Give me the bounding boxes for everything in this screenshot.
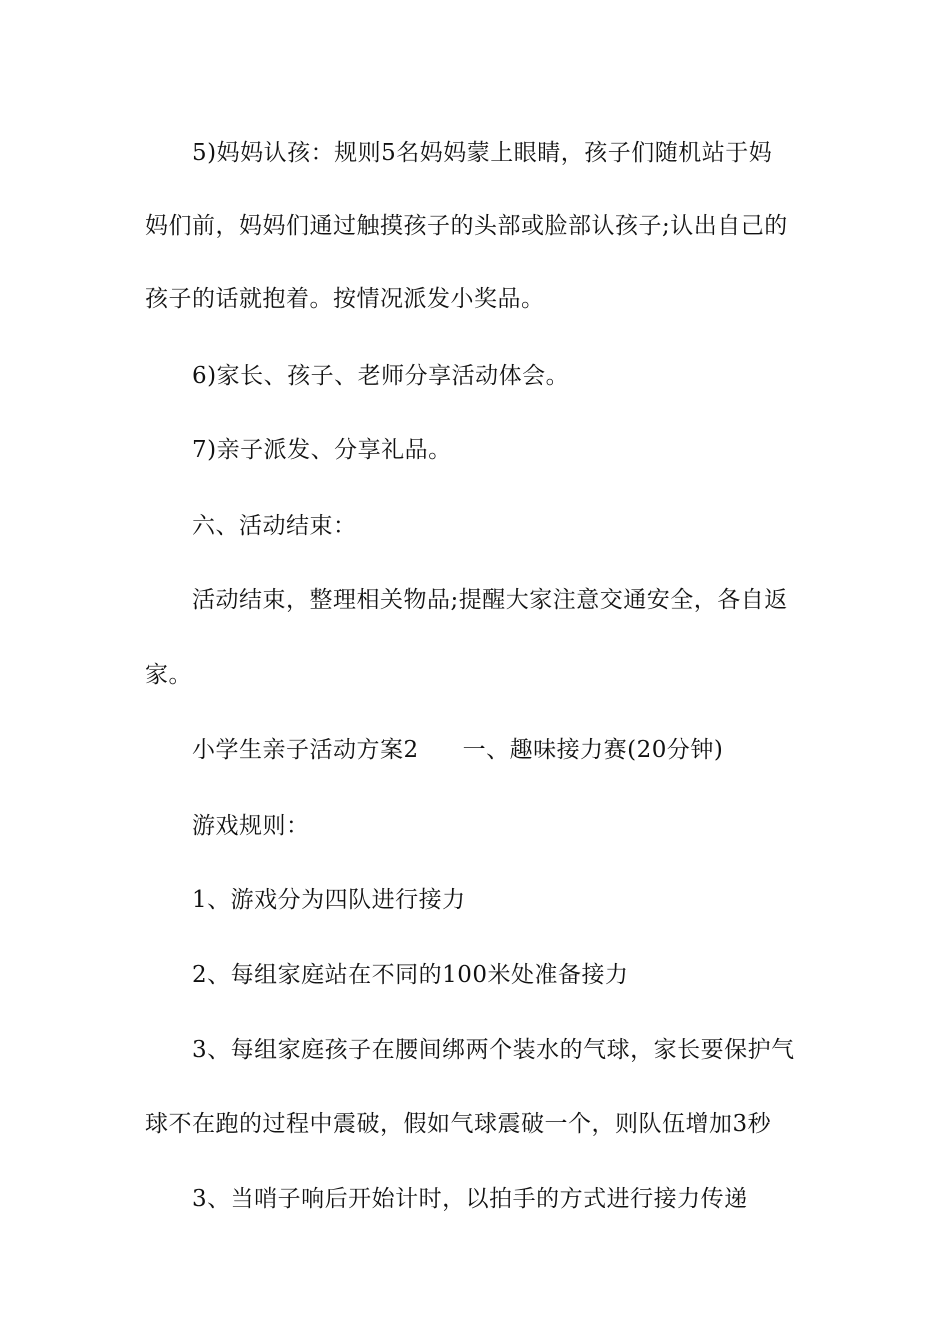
paragraph-line: 7)亲子派发、分享礼品。 xyxy=(192,437,452,463)
paragraph-line: 6)家长、孩子、老师分享活动体会。 xyxy=(192,363,570,389)
rule-item: 2、每组家庭站在不同的100米处准备接力 xyxy=(192,962,629,988)
paragraph-line: 球不在跑的过程中震破，假如气球震破一个，则队伍增加3秒 xyxy=(145,1111,772,1137)
paragraph-line: 妈们前，妈妈们通过触摸孩子的头部或脸部认孩子;认出自己的 xyxy=(145,213,788,239)
section-heading: 六、活动结束： xyxy=(192,513,357,539)
rule-item: 3、当哨子响后开始计时，以拍手的方式进行接力传递 xyxy=(192,1186,748,1212)
section-title: 一、趣味接力赛(20分钟) xyxy=(462,737,724,763)
paragraph-line: 5)妈妈认孩：规则5名妈妈蒙上眼睛，孩子们随机站于妈 xyxy=(192,140,773,166)
plan-title: 小学生亲子活动方案2 xyxy=(192,737,419,763)
rule-item: 3、每组家庭孩子在腰间绑两个装水的气球，家长要保护气 xyxy=(192,1037,795,1063)
paragraph-line: 孩子的话就抱着。按情况派发小奖品。 xyxy=(145,286,545,312)
rule-item: 1、游戏分为四队进行接力 xyxy=(192,887,466,913)
paragraph-line: 活动结束，整理相关物品;提醒大家注意交通安全，各自返 xyxy=(192,587,788,613)
rules-heading: 游戏规则： xyxy=(192,813,310,839)
plan-heading-line xyxy=(192,735,723,765)
paragraph-line: 家。 xyxy=(145,662,192,688)
